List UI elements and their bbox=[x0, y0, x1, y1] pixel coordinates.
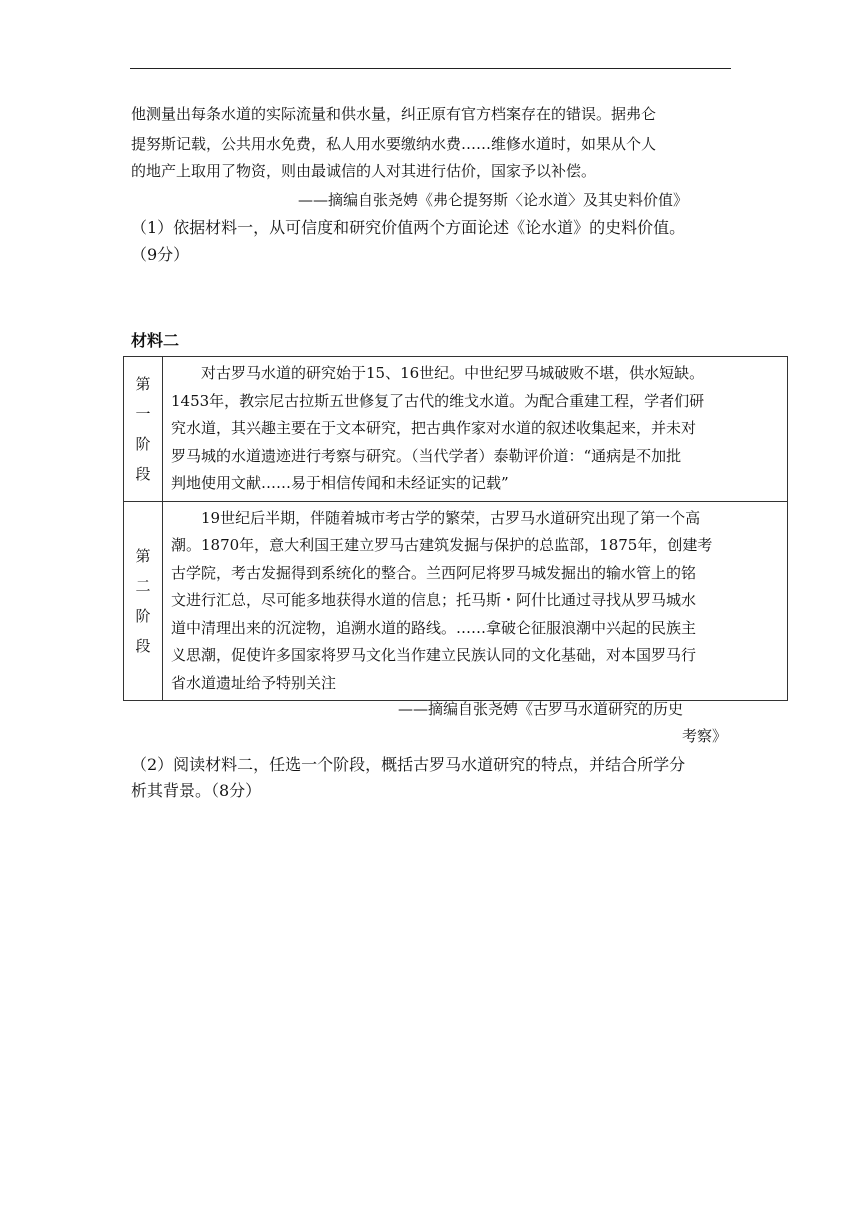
material1-source: ——摘编自张尧娉《弗仑提努斯〈论水道〉及其史料价值》 bbox=[298, 191, 689, 209]
stage-1-label-char: 段 bbox=[135, 464, 151, 483]
stage-2-line: 道中清理出来的沉淀物，追溯水道的路线。……拿破仑征服浪潮中兴起的民族主 bbox=[171, 618, 697, 637]
question1-line-1: （1）依据材料一，从可信度和研究价值两个方面论述《论水道》的史料价值。 bbox=[131, 218, 686, 237]
stage-1-label-char: 阶 bbox=[135, 434, 151, 453]
material2-source-line-1: ——摘编自张尧娉《古罗马水道研究的历史 bbox=[398, 700, 684, 718]
stage-row-2 bbox=[124, 501, 788, 701]
stage-2-label-char: 二 bbox=[135, 576, 151, 595]
header-rule bbox=[130, 68, 731, 69]
stage-2-line: 文进行汇总，尽可能多地获得水道的信息；托马斯・阿什比通过寻找从罗马城水 bbox=[171, 591, 697, 609]
stage-row-1 bbox=[124, 357, 788, 502]
material1-line-1: 他测量出每条水道的实际流量和供水量，纠正原有官方档案存在的错误。据弗仑 bbox=[131, 105, 657, 123]
stage-2-line: 义思潮，促使许多国家将罗马文化当作建立民族认同的文化基础，对本国罗马行 bbox=[171, 646, 697, 664]
stage-1-line: 罗马城的水道遗迹进行考察与研究。（当代学者）泰勒评价道：“通病是不加批 bbox=[171, 446, 682, 465]
material2-heading: 材料二 bbox=[131, 331, 180, 350]
stage-2-line: 潮。1870年，意大利国王建立罗马古建筑发掘与保护的总监部，1875年，创建考 bbox=[171, 536, 713, 554]
question2-line-2: 析其背景。（8分） bbox=[131, 781, 262, 800]
stage-1-label-char: 一 bbox=[135, 404, 151, 423]
stage-2-text bbox=[163, 501, 788, 701]
stage-1-line: 1453年，教宗尼古拉斯五世修复了古代的维戈水道。为配合重建工程，学者们研 bbox=[171, 391, 705, 410]
material2-table bbox=[123, 356, 788, 701]
stage-1-label bbox=[124, 357, 163, 502]
stage-2-label bbox=[124, 501, 163, 701]
stage-1-line: 究水道，其兴趣主要在于文本研究，把古典作家对水道的叙述收集起来，并未对 bbox=[171, 419, 697, 437]
stage-2-line: 省水道遗址给予特别关注 bbox=[171, 673, 337, 692]
stage-2-label-char: 阶 bbox=[135, 606, 151, 625]
material1-line-3: 的地产上取用了物资，则由最诚信的人对其进行估价，国家予以补偿。 bbox=[131, 162, 597, 180]
stage-1-label-char: 第 bbox=[135, 374, 151, 393]
material1-line-2: 提努斯记载，公共用水免费，私人用水要缴纳水费……维修水道时，如果从个人 bbox=[131, 135, 657, 153]
question2-line-1: （2）阅读材料二，任选一个阶段，概括古罗马水道研究的特点，并结合所学分 bbox=[131, 755, 686, 774]
stage-1-line: 判地使用文献……易于相信传闻和未经证实的记载” bbox=[171, 474, 509, 492]
stage-2-line: 古学院，考古发掘得到系统化的整合。兰西阿尼将罗马城发掘出的输水管上的铭 bbox=[171, 563, 697, 582]
stage-1-text bbox=[163, 357, 788, 502]
stage-1-line: 对古罗马水道的研究始于15、16世纪。中世纪罗马城破败不堪，供水短缺。 bbox=[201, 364, 705, 382]
material2-source-line-2: 考察》 bbox=[682, 727, 728, 745]
question1-line-2: （9分） bbox=[131, 245, 190, 264]
stage-2-label-char: 段 bbox=[135, 636, 151, 655]
stage-2-label-char: 第 bbox=[135, 546, 151, 565]
stage-2-line: 19世纪后半期，伴随着城市考古学的繁荣，古罗马水道研究出现了第一个高 bbox=[201, 508, 701, 527]
